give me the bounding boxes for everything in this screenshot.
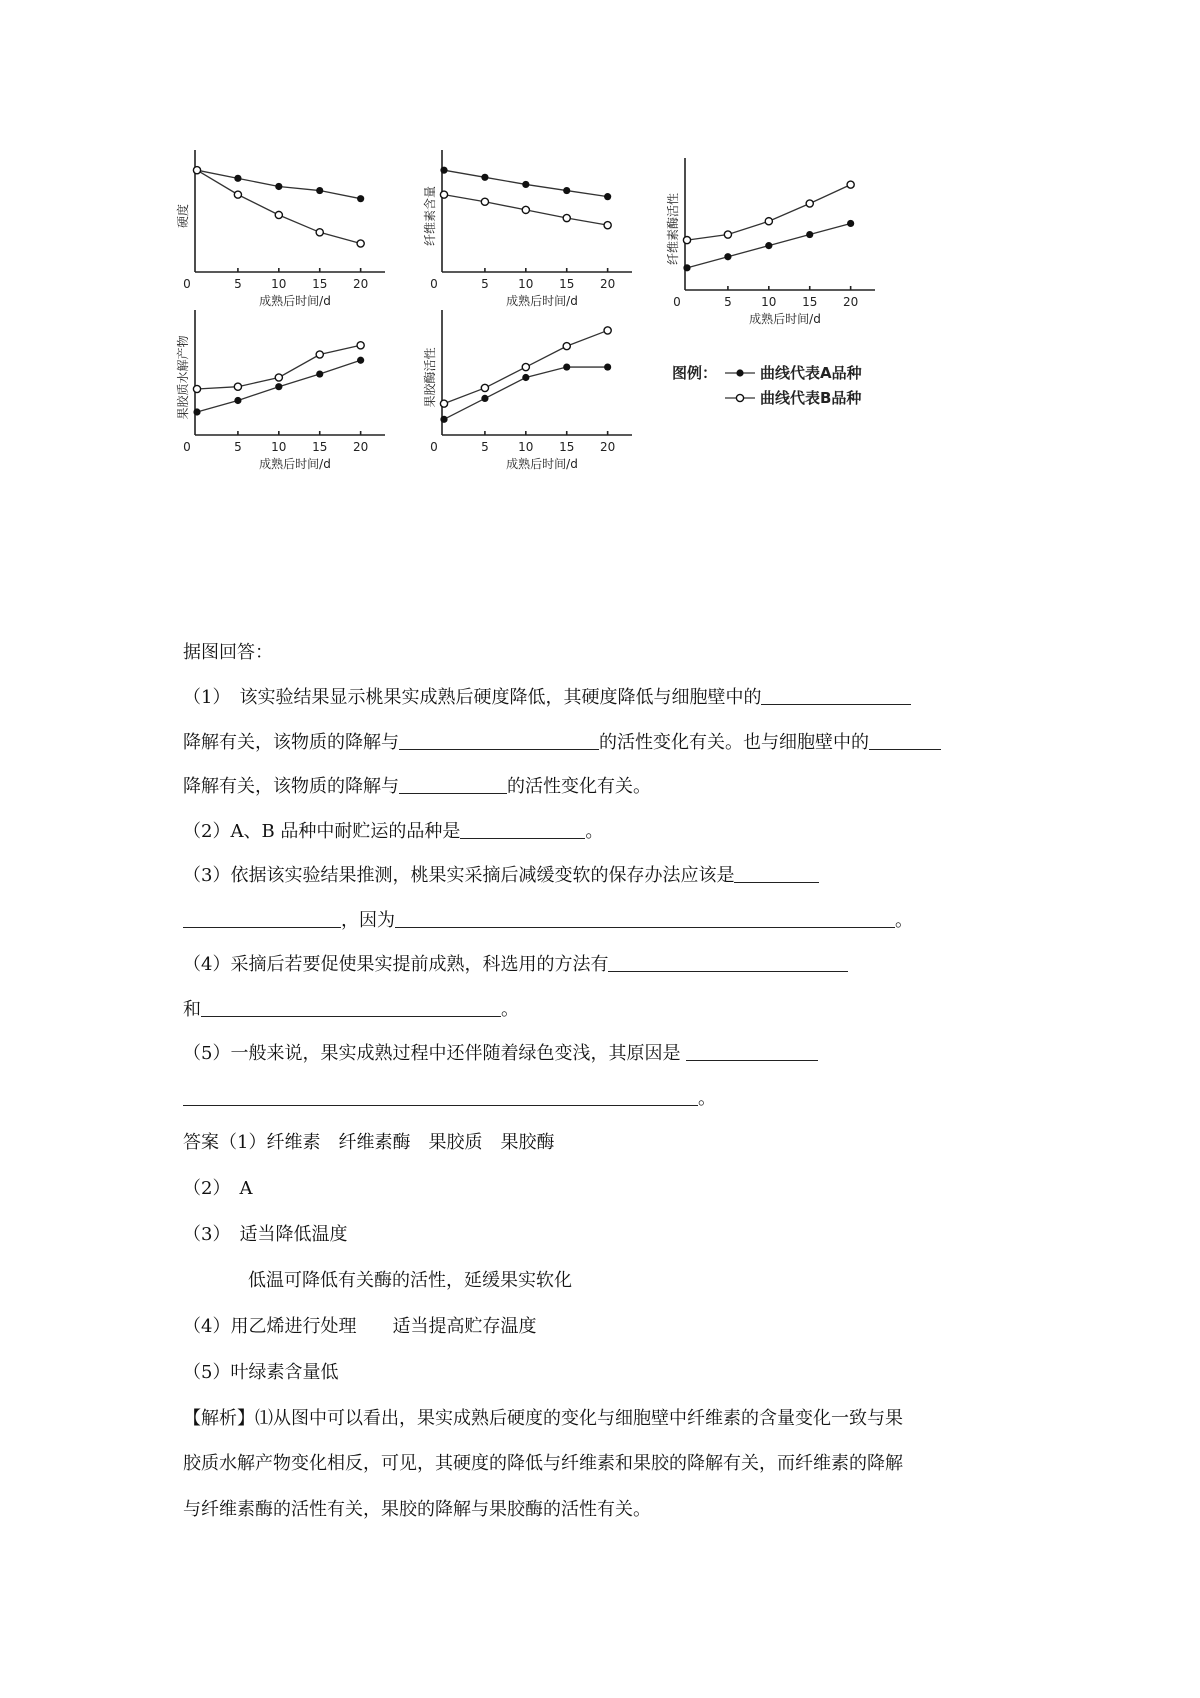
question-5-line-1: [183, 1040, 818, 1067]
data-point-a: [481, 395, 488, 402]
data-point-b: [193, 385, 200, 392]
answer-5: （5）叶绿素含量低: [183, 1362, 339, 1383]
legend-title: 图例：: [672, 364, 718, 382]
q3-end: 。: [895, 910, 913, 931]
data-point-b: [806, 200, 813, 207]
q4-end: 。: [501, 999, 519, 1020]
x-tick-label: 5: [481, 440, 489, 454]
data-point-a: [806, 231, 813, 238]
answer-1: 答案（1）纤维素 纤维素酶 果胶质 果胶酶: [183, 1132, 555, 1153]
question-1-line-3: [183, 773, 651, 800]
y-axis-label: 纤维素酶活性: [666, 192, 680, 266]
origin-label: 0: [183, 277, 191, 291]
data-point-b: [765, 218, 772, 225]
legend-marker-a: [736, 369, 743, 376]
x-tick-label: 15: [312, 440, 328, 454]
x-tick-label: 10: [518, 440, 534, 454]
data-point-b: [724, 231, 731, 238]
x-tick-label: 5: [724, 295, 732, 309]
data-point-b: [522, 206, 529, 213]
data-point-a: [440, 416, 447, 423]
intro-text: 据图回答：: [183, 642, 273, 663]
data-point-b: [275, 211, 282, 218]
x-axis-label: 成熟后时间/d: [506, 294, 578, 308]
x-tick-label: 15: [312, 277, 328, 291]
data-point-a: [724, 253, 731, 260]
q3-blank-1[interactable]: [734, 862, 819, 883]
data-point-a: [316, 187, 323, 194]
q5-blank-1[interactable]: [686, 1040, 818, 1061]
x-tick-label: 5: [234, 277, 242, 291]
y-axis-label: 果胶质水解产物: [176, 335, 190, 420]
data-point-b: [481, 384, 488, 391]
q2-text: （2）A、B 品种中耐贮运的品种是: [183, 821, 461, 842]
series-line-b: [197, 170, 361, 243]
q2-end: 。: [585, 821, 604, 842]
chart-panel-1: [175, 150, 385, 308]
series-line-b: [687, 185, 851, 240]
question-2: [183, 818, 603, 845]
q1-blank-2[interactable]: [399, 729, 599, 750]
question-3-line-2: [183, 907, 913, 934]
data-point-b: [275, 374, 282, 381]
data-point-b: [234, 191, 241, 198]
origin-label: 0: [183, 440, 191, 454]
x-tick-label: 10: [271, 440, 287, 454]
x-tick-label: 15: [559, 440, 575, 454]
x-axis-label: 成熟后时间/d: [506, 457, 578, 471]
question-1-line-1: [183, 684, 911, 711]
x-tick-label: 15: [559, 277, 575, 291]
origin-label: 0: [673, 295, 681, 309]
q3-text-b: ，因为: [341, 910, 395, 931]
x-tick-label: 20: [599, 440, 616, 454]
data-point-b: [440, 400, 447, 407]
data-point-b: [604, 327, 611, 334]
chart-panel-3: [665, 158, 875, 326]
legend-label-b: 曲线代表B品种: [760, 389, 862, 407]
q1-blank-4[interactable]: [399, 773, 507, 794]
y-axis-label: 硬度: [176, 203, 190, 229]
x-tick-label: 15: [802, 295, 818, 309]
explanation-line-3: 与纤维素酶的活性有关，果胶的降解与果胶酶的活性有关。: [183, 1499, 651, 1520]
answer-4: （4）用乙烯进行处理 适当提高贮存温度: [183, 1316, 537, 1337]
q3-blank-3[interactable]: [395, 907, 895, 928]
q5-blank-2[interactable]: [183, 1085, 698, 1106]
origin-label: 0: [430, 440, 438, 454]
y-axis-label: 果胶酶活性: [423, 347, 437, 408]
x-tick-label: 10: [271, 277, 287, 291]
data-point-b: [481, 198, 488, 205]
x-axis-label: 成熟后时间/d: [259, 294, 331, 308]
chart-panel-5: [422, 310, 632, 471]
data-point-b: [563, 343, 570, 350]
answer-2: （2） A: [183, 1178, 253, 1199]
data-point-a: [683, 264, 690, 271]
q1-blank-1[interactable]: [761, 684, 911, 705]
q3-text-a: （3）依据该实验结果推测，桃果实采摘后减缓变软的保存办法应该是: [183, 865, 735, 886]
question-4-line-2: [183, 996, 519, 1023]
answer-3-reason: 低温可降低有关酶的活性，延缓果实软化: [248, 1270, 572, 1291]
data-point-b: [357, 240, 364, 247]
legend-label-a: 曲线代表A品种: [760, 364, 862, 382]
data-point-b: [563, 214, 570, 221]
data-point-a: [765, 242, 772, 249]
x-axis-label: 成熟后时间/d: [259, 457, 331, 471]
q5-end: 。: [698, 1088, 716, 1109]
data-point-b: [440, 191, 447, 198]
data-point-a: [563, 363, 570, 370]
origin-label: 0: [430, 277, 438, 291]
chart-panel-4: [175, 310, 385, 471]
q1-text-d: 降解有关，该物质的降解与: [183, 776, 399, 797]
x-tick-label: 5: [234, 440, 242, 454]
data-point-a: [604, 363, 611, 370]
data-point-b: [316, 351, 323, 358]
q4-blank-1[interactable]: [608, 951, 848, 972]
data-point-b: [234, 383, 241, 390]
q4-text-b: 和: [183, 999, 201, 1020]
data-point-b: [522, 363, 529, 370]
legend-marker-b: [736, 394, 743, 401]
data-point-a: [563, 187, 570, 194]
answer-3: （3） 适当降低温度: [183, 1224, 348, 1245]
question-1-line-2: [183, 729, 941, 756]
q4-blank-2[interactable]: [201, 996, 501, 1017]
q1-text-a: （1） 该实验结果显示桃果实成熟后硬度降低，其硬度降低与细胞壁中的: [183, 687, 762, 708]
q1-text-e: 的活性变化有关。: [507, 776, 651, 797]
data-point-a: [234, 175, 241, 182]
q5-text-a: （5）一般来说，果实成熟过程中还伴随着绿色变浅，其原因是: [183, 1043, 687, 1064]
question-5-line-2: [183, 1085, 716, 1112]
x-tick-label: 20: [352, 277, 369, 291]
data-point-b: [683, 236, 690, 243]
question-4-line-1: [183, 951, 848, 978]
data-point-b: [357, 342, 364, 349]
x-axis-label: 成熟后时间/d: [749, 312, 821, 326]
peach-ripening-figure: [176, 150, 970, 510]
explanation-line-2: 胶质水解产物变化相反，可见，其硬度的降低与纤维素和果胶的降解有关，而纤维素的降解: [183, 1453, 903, 1474]
series-line-b: [197, 345, 361, 389]
explanation-line-1: 【解析】⑴从图中可以看出，果实成熟后硬度的变化与细胞壁中纤维素的含量变化一致与果: [183, 1408, 903, 1429]
data-point-a: [440, 167, 447, 174]
question-3-line-1: [183, 862, 819, 889]
data-point-b: [316, 229, 323, 236]
data-point-a: [847, 220, 854, 227]
data-point-a: [275, 183, 282, 190]
data-point-a: [522, 374, 529, 381]
chart-panel-2: [422, 150, 632, 308]
q4-text-a: （4）采摘后若要促使果实提前成熟，科选用的方法有: [183, 954, 609, 975]
q1-text-c: 的活性变化有关。也与细胞壁中的: [599, 732, 869, 753]
x-tick-label: 5: [481, 277, 489, 291]
data-point-a: [193, 408, 200, 415]
q3-blank-2[interactable]: [183, 907, 341, 928]
data-point-a: [316, 370, 323, 377]
data-point-a: [604, 193, 611, 200]
data-point-a: [234, 397, 241, 404]
data-point-a: [275, 383, 282, 390]
data-point-b: [193, 167, 200, 174]
q1-text-b: 降解有关，该物质的降解与: [183, 732, 399, 753]
x-tick-label: 10: [761, 295, 777, 309]
y-axis-label: 纤维素含量: [423, 185, 437, 247]
data-point-a: [357, 357, 364, 364]
q1-blank-3[interactable]: [869, 729, 941, 750]
x-tick-label: 10: [518, 277, 534, 291]
x-tick-label: 20: [599, 277, 616, 291]
data-point-b: [847, 181, 854, 188]
x-tick-label: 20: [842, 295, 859, 309]
data-point-a: [357, 195, 364, 202]
data-point-a: [522, 181, 529, 188]
data-point-b: [604, 222, 611, 229]
data-point-a: [481, 174, 488, 181]
legend: [672, 364, 862, 407]
x-tick-label: 20: [352, 440, 369, 454]
q2-blank[interactable]: [460, 818, 585, 839]
